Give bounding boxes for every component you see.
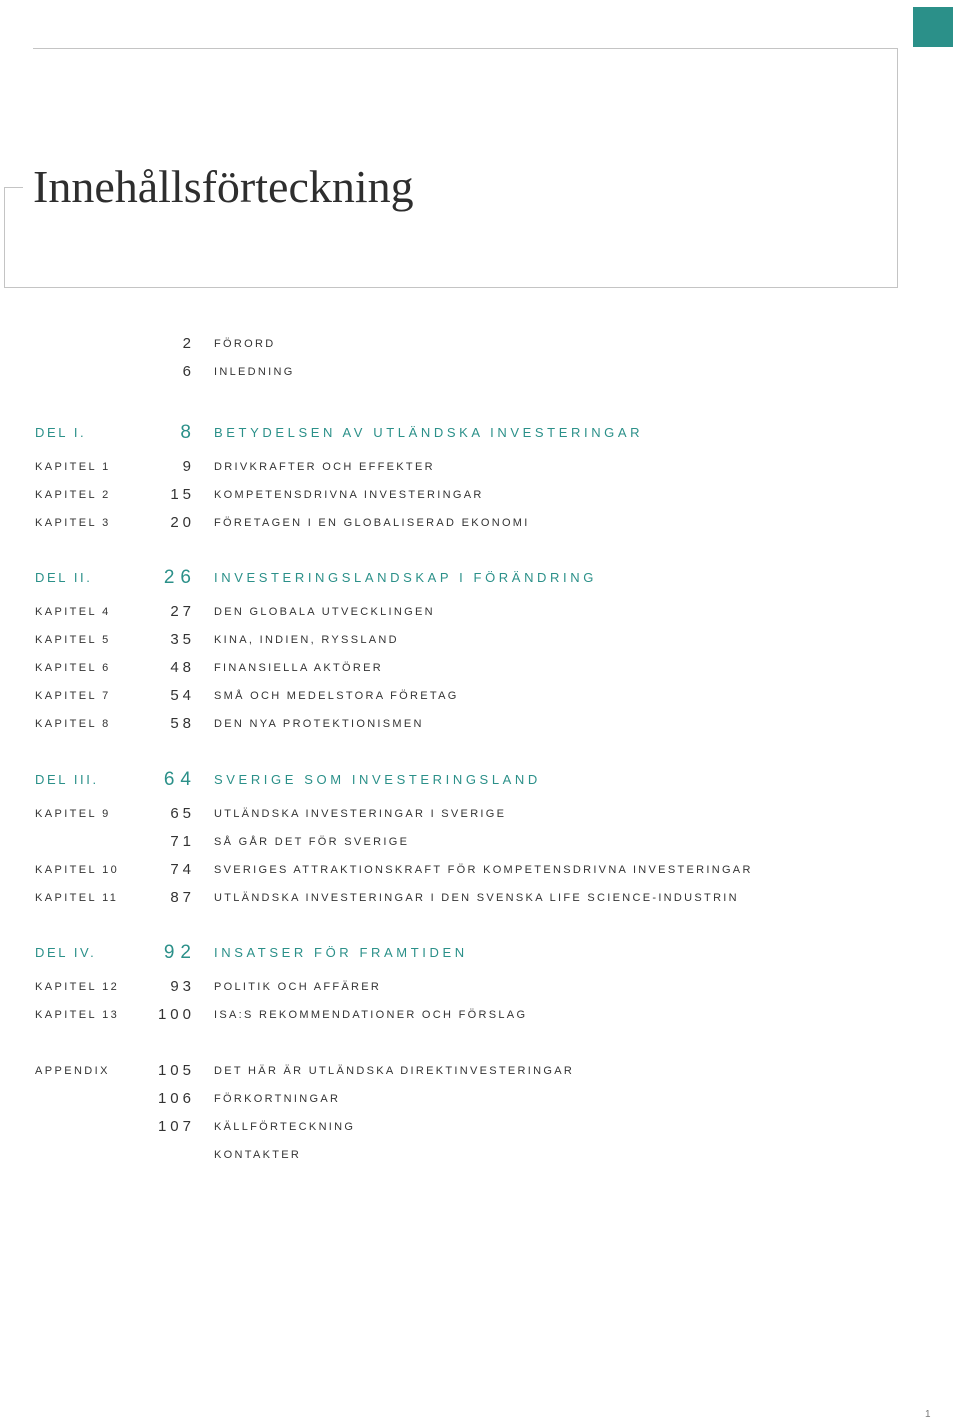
chapter-entry [0,860,960,880]
part-label: DEL II. [35,570,93,585]
appendix-entry [0,1145,960,1165]
entry-title: DRIVKRAFTER OCH EFFEKTER [214,461,435,473]
part-label: DEL IV. [35,945,97,960]
page-number: 93 [170,978,195,995]
entry-title: INLEDNING [214,366,295,378]
chapter-entry [0,630,960,650]
page-number: 6 [182,363,195,380]
part-heading [0,423,960,443]
accent-square [913,7,953,47]
chapter-label: KAPITEL 8 [35,718,111,730]
page-number: 2 [182,335,195,352]
chapter-label: KAPITEL 6 [35,662,111,674]
entry-title: KINA, INDIEN, RYSSLAND [214,634,399,646]
appendix-entry [0,1061,960,1081]
part-heading [0,770,960,790]
page-number: 8 [180,422,197,443]
entry-title: FÖRETAGEN I EN GLOBALISERAD EKONOMI [214,517,530,529]
chapter-entry [0,804,960,824]
chapter-entry [0,658,960,678]
frame-top-rule [33,48,898,49]
chapter-entry [0,686,960,706]
chapter-label: KAPITEL 1 [35,461,111,473]
chapter-label: KAPITEL 2 [35,489,111,501]
chapter-label: KAPITEL 4 [35,606,111,618]
entry-title: ISA:S REKOMMENDATIONER OCH FÖRSLAG [214,1009,528,1021]
page-number: 87 [170,889,195,906]
part-title: INSATSER FÖR FRAMTIDEN [214,945,468,960]
part-label: DEL III. [35,772,99,787]
entry-title: KOMPETENSDRIVNA INVESTERINGAR [214,489,484,501]
part-title: INVESTERINGSLANDSKAP I FÖRÄNDRING [214,570,597,585]
page-number: 106 [157,1090,195,1107]
page-number: 107 [157,1118,195,1135]
frame-left-rule [4,187,5,288]
chapter-entry [0,888,960,908]
page-number: 64 [163,769,197,790]
page-number: 92 [163,942,197,963]
part-title: SVERIGE SOM INVESTERINGSLAND [214,772,541,787]
chapter-entry [0,602,960,622]
page-number: 15 [170,486,195,503]
chapter-entry [0,513,960,533]
front-matter-entry [0,334,960,354]
page-number: 58 [170,715,195,732]
chapter-entry [0,977,960,997]
page-number: 35 [170,631,195,648]
page-footer-number: 1 [925,1409,931,1420]
chapter-label: KAPITEL 9 [35,808,111,820]
page-number: 71 [170,833,195,850]
entry-title: DEN GLOBALA UTVECKLINGEN [214,606,435,618]
entry-title: SÅ GÅR DET FÖR SVERIGE [214,836,410,848]
frame-left-tick [4,187,23,188]
entry-title: KONTAKTER [214,1149,302,1161]
entry-title: FÖRORD [214,338,276,350]
front-matter-entry [0,362,960,382]
chapter-entry [0,832,960,852]
page-number: 74 [170,861,195,878]
entry-title: DEN NYA PROTEKTIONISMEN [214,718,424,730]
chapter-entry [0,457,960,477]
page-number: 27 [170,603,195,620]
chapter-label: KAPITEL 10 [35,864,120,876]
entry-title: FINANSIELLA AKTÖRER [214,662,384,674]
page-number: 20 [170,514,195,531]
page-number: 65 [170,805,195,822]
page-number: 9 [182,458,195,475]
chapter-entry [0,485,960,505]
chapter-label: KAPITEL 5 [35,634,111,646]
part-heading [0,943,960,963]
page-number: 48 [170,659,195,676]
entry-title: SVERIGES ATTRAKTIONSKRAFT FÖR KOMPETENSDRIVNA INVESTERINGAR [214,864,753,876]
chapter-label: KAPITEL 3 [35,517,111,529]
frame-right-rule [897,48,898,288]
entry-title: UTLÄNDSKA INVESTERINGAR I SVERIGE [214,808,507,820]
entry-title: SMÅ OCH MEDELSTORA FÖRETAG [214,690,459,702]
page-title: Innehållsförteckning [33,161,414,212]
part-label: DEL I. [35,425,87,440]
page-number: 100 [157,1006,195,1023]
appendix-entry [0,1117,960,1137]
page-number: 54 [170,687,195,704]
frame-bottom-rule [4,287,898,288]
appendix-label: APPENDIX [35,1065,110,1077]
part-heading [0,568,960,588]
chapter-label: KAPITEL 7 [35,690,111,702]
entry-title: DET HÄR ÄR UTLÄNDSKA DIREKTINVESTERINGAR [214,1065,575,1077]
chapter-entry [0,714,960,734]
appendix-entry [0,1089,960,1109]
entry-title: POLITIK OCH AFFÄRER [214,981,382,993]
chapter-label: KAPITEL 11 [35,892,119,904]
part-title: BETYDELSEN AV UTLÄNDSKA INVESTERINGAR [214,425,644,440]
entry-title: KÄLLFÖRTECKNING [214,1121,356,1133]
entry-title: FÖRKORTNINGAR [214,1093,341,1105]
entry-title: UTLÄNDSKA INVESTERINGAR I DEN SVENSKA LIFE SCIENCE-INDUSTRIN [214,892,739,904]
page-number: 105 [157,1062,195,1079]
chapter-entry [0,1005,960,1025]
chapter-label: KAPITEL 12 [35,981,120,993]
page-number: 26 [163,567,197,588]
chapter-label: KAPITEL 13 [35,1009,120,1021]
